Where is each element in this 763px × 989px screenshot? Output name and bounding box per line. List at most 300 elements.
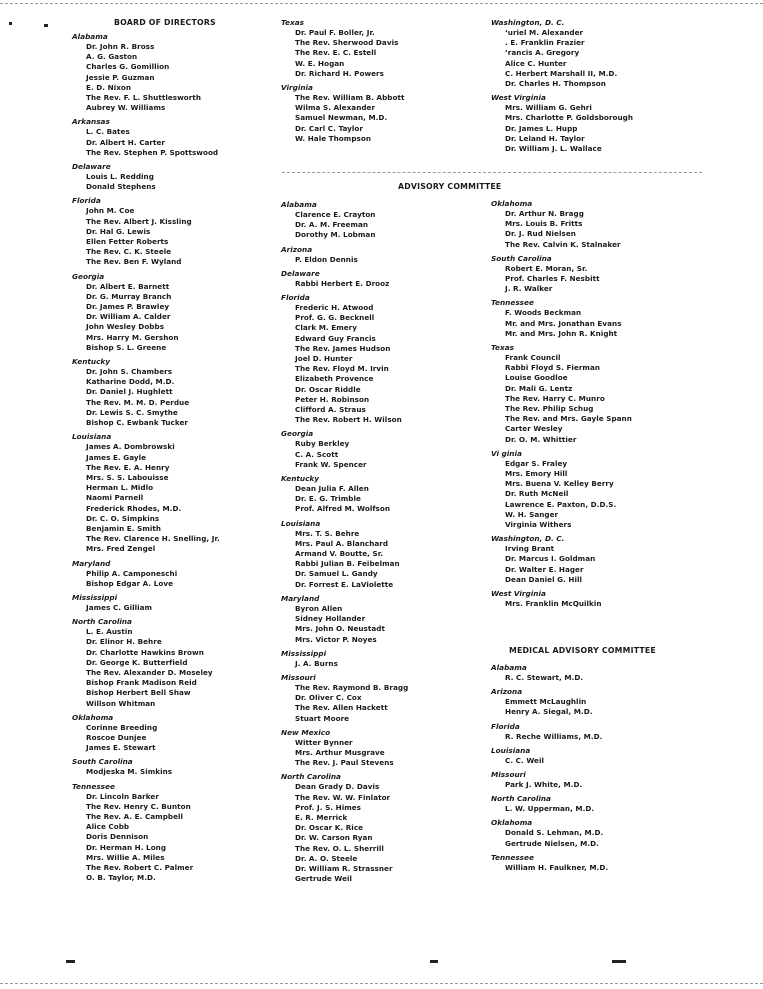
member-name: C. A. Scott — [295, 449, 339, 459]
member-list — [491, 673, 696, 683]
member-list — [491, 264, 696, 295]
state-heading: Louisiana — [491, 745, 531, 755]
member-name: Rabbi Julian B. Feibelman — [295, 559, 400, 569]
member-name: The Rev. A. E. Campbell — [86, 811, 184, 821]
member-name: E. R. Merrick — [295, 812, 348, 822]
member-name: Mrs. Emory Hill — [505, 469, 568, 479]
state-heading: Maryland — [72, 558, 111, 568]
member-list — [72, 206, 258, 267]
member-name: Dean Grady D. Davis — [295, 782, 380, 792]
member-name: Jessie P. Guzman — [86, 72, 155, 82]
member-name: The Rev. C. K. Steele — [86, 247, 172, 257]
member-name: John M. Coe — [86, 206, 135, 216]
member-name: The Rev. E. A. Henry — [86, 462, 170, 472]
state-heading: South Carolina — [72, 757, 133, 767]
state-group — [491, 18, 696, 89]
member-name: Dr. James P. Brawley — [86, 302, 170, 312]
member-name: Dr. Lewis S. C. Smythe — [86, 407, 178, 417]
member-name: Park J. White, M.D. — [505, 780, 583, 790]
state-heading: Virginia — [281, 83, 313, 93]
member-name: Armand V. Boutte, Sr. — [295, 549, 384, 559]
member-name: The Rev. Clarence H. Snelling, Jr. — [86, 534, 220, 544]
state-group — [281, 474, 487, 515]
member-name: Dr. Albert H. Carter — [86, 137, 166, 147]
member-list — [491, 804, 696, 814]
member-name: Dr. William R. Strassner — [295, 863, 393, 873]
state-group — [491, 722, 696, 742]
state-group — [281, 429, 487, 470]
state-heading: Florida — [281, 293, 310, 303]
member-list — [491, 209, 696, 250]
member-name: Louise Goodloe — [505, 373, 568, 383]
board-column-middle — [281, 18, 487, 148]
scan-mark — [66, 960, 75, 963]
state-group — [72, 162, 258, 192]
member-name: Mrs. Willie A. Miles — [86, 852, 165, 862]
member-name: C. Herbert Marshall II, M.D. — [505, 68, 618, 78]
member-name: Peter H. Robinson — [295, 394, 370, 404]
member-name: The Rev. Philip Schug — [505, 404, 594, 414]
member-name: W. Hale Thompson — [295, 133, 372, 143]
member-name: . E. Franklin Frazier — [505, 38, 585, 48]
state-heading: Florida — [72, 196, 101, 206]
board-column-left — [72, 32, 258, 887]
state-heading: Tennessee — [72, 781, 115, 791]
member-name: Mrs. Franklin McQuilkin — [505, 599, 602, 609]
member-name: Charles G. Gomillion — [86, 62, 170, 72]
member-name: The Rev. William B. Abbott — [295, 93, 405, 103]
state-heading: West Virginia — [491, 93, 546, 103]
state-group — [72, 757, 258, 777]
scan-mark — [612, 960, 626, 963]
member-name: Dr. Charles H. Thompson — [505, 79, 606, 89]
member-name: W. E. Hogan — [295, 58, 345, 68]
state-group — [281, 200, 487, 241]
member-name: Dr. O. M. Whittier — [505, 434, 577, 444]
advisory-divider-rule — [282, 172, 702, 173]
board-title: BOARD OF DIRECTORS — [114, 18, 216, 27]
member-name: Henry A. Siegal, M.D. — [505, 707, 593, 717]
member-name: The Rev. and Mrs. Gayle Spann — [505, 414, 632, 424]
state-group — [281, 269, 487, 289]
state-group — [491, 746, 696, 766]
member-name: E. D. Nixon — [86, 82, 132, 92]
member-name: Edward Guy Francis — [295, 333, 376, 343]
member-name: Dr. Ruth McNeil — [505, 489, 569, 499]
member-name: Elizabeth Provence — [295, 374, 374, 384]
state-group — [281, 293, 487, 425]
state-heading: North Carolina — [491, 794, 551, 804]
member-name: Aubrey W. Williams — [86, 103, 166, 113]
member-name: Dr. Daniel J. Hughlett — [86, 387, 173, 397]
member-list — [491, 103, 696, 154]
member-name: Dr. Samuel L. Gandy — [295, 569, 378, 579]
member-name: Dean Julia F. Allen — [295, 484, 369, 494]
state-heading: Arizona — [491, 687, 523, 697]
member-list — [72, 792, 258, 884]
member-name: Emmett McLaughlin — [505, 697, 587, 707]
member-name: Modjeska M. Simkins — [86, 767, 173, 777]
member-name: Mrs. John O. Neustadt — [295, 624, 385, 634]
member-name: Prof. J. S. Himes — [295, 802, 362, 812]
member-name: The Rev. Robert H. Wilson — [295, 415, 402, 425]
member-name: Mrs. Charlotte P. Goldsborough — [505, 113, 633, 123]
member-name: Dr. Richard H. Powers — [295, 68, 384, 78]
member-list — [72, 42, 258, 113]
state-group — [72, 117, 258, 158]
member-list — [281, 683, 487, 724]
member-name: The Rev. Allen Hackett — [295, 703, 388, 713]
member-name: Dr. Lincoln Barker — [86, 791, 159, 801]
member-name: Dr. Forrest E. LaViolette — [295, 579, 394, 589]
member-name: James C. Gilliam — [86, 602, 153, 612]
state-heading: North Carolina — [281, 772, 341, 782]
member-name: Mrs. S. S. Labouisse — [86, 472, 169, 482]
member-name: Irving Brant — [505, 544, 555, 554]
state-heading: Oklahoma — [491, 818, 533, 828]
state-group — [491, 818, 696, 848]
member-name: Herman L. Midlo — [86, 483, 154, 493]
member-name: Gertrude Nielsen, M.D. — [505, 838, 599, 848]
member-name: Dr. Oscar K. Rice — [295, 823, 364, 833]
member-name: Bishop S. L. Greene — [86, 342, 167, 352]
state-heading: Tennessee — [491, 852, 534, 862]
member-list — [491, 599, 696, 609]
member-name: Prof. Charles F. Nesbitt — [505, 274, 600, 284]
member-name: Donald Stephens — [86, 182, 156, 192]
state-heading: Florida — [491, 721, 520, 731]
member-list — [281, 210, 487, 241]
member-name: Frank Council — [505, 353, 561, 363]
state-group — [281, 83, 487, 144]
scan-mark — [9, 22, 12, 25]
member-name: Dr. Mali G. Lentz — [505, 383, 573, 393]
member-name: Dorothy M. Lobman — [295, 230, 376, 240]
member-name: The Rev. Alexander D. Moseley — [86, 667, 213, 677]
member-name: Philip A. Camponeschi — [86, 568, 178, 578]
member-list — [281, 28, 487, 79]
advisory-column-right — [491, 199, 696, 613]
member-list — [491, 756, 696, 766]
state-heading: Missouri — [281, 672, 316, 682]
state-group — [281, 649, 487, 669]
state-heading: Louisiana — [72, 432, 112, 442]
member-name: James E. Stewart — [86, 743, 156, 753]
member-name: Clarence E. Crayton — [295, 210, 376, 219]
member-name: Dr. William J. L. Wallace — [505, 144, 602, 154]
state-group — [491, 199, 696, 250]
member-list — [72, 127, 258, 158]
member-name: The Rev. E. C. Estell — [295, 48, 377, 58]
member-list — [281, 782, 487, 884]
state-heading: South Carolina — [491, 253, 552, 263]
member-name: Dr. Elinor H. Behre — [86, 637, 162, 647]
member-name: Dr. Walter E. Hager — [505, 564, 584, 574]
member-name: Doris Dennison — [86, 832, 149, 842]
member-name: ‘uriel M. Alexander — [505, 28, 584, 37]
member-name: ’rancis A. Gregory — [505, 48, 580, 58]
member-name: The Rev. Raymond B. Bragg — [295, 682, 409, 692]
state-group — [72, 432, 258, 554]
member-list — [281, 93, 487, 144]
board-column-right — [491, 18, 696, 158]
member-name: Prof. Alfred M. Wolfson — [295, 504, 391, 514]
state-heading: Alabama — [491, 663, 527, 672]
medical-column-right — [491, 663, 696, 877]
state-heading: Vi ginia — [491, 448, 522, 458]
member-list — [281, 484, 487, 515]
member-name: Bishop Frank Madison Reid — [86, 678, 197, 688]
member-name: John Wesley Dobbs — [86, 322, 165, 332]
state-heading: North Carolina — [72, 617, 132, 627]
member-name: Rabbi Floyd S. Fierman — [505, 363, 601, 373]
state-group — [72, 617, 258, 709]
member-name: Dr. C. O. Simpkins — [86, 513, 160, 523]
member-list — [281, 604, 487, 645]
member-list — [281, 255, 487, 265]
member-name: L. C. Bates — [86, 127, 130, 137]
state-heading: Mississippi — [72, 592, 118, 602]
member-name: Robert E. Moran, Sr. — [505, 263, 588, 273]
state-group — [72, 713, 258, 754]
state-group — [72, 196, 258, 267]
state-group — [491, 449, 696, 530]
state-group — [491, 770, 696, 790]
member-name: Frank W. Spencer — [295, 459, 367, 469]
member-name: Edgar S. Fraley — [505, 458, 568, 468]
member-list — [491, 459, 696, 530]
member-name: Dr. George K. Butterfield — [86, 657, 188, 667]
advisory-title: ADVISORY COMMITTEE — [398, 182, 502, 191]
scan-mark — [44, 24, 48, 27]
state-heading: Mississippi — [281, 648, 327, 658]
state-heading: Arkansas — [72, 117, 110, 127]
state-group — [491, 254, 696, 295]
member-name: James A. Dombrowski — [86, 442, 175, 452]
member-name: William H. Faulkner, M.D. — [505, 862, 609, 872]
state-heading: Delaware — [281, 268, 320, 278]
member-list — [72, 282, 258, 353]
member-name: Mrs. T. S. Behre — [295, 528, 360, 538]
member-name: Bishop Herbert Bell Shaw — [86, 688, 191, 698]
state-heading: Texas — [491, 343, 514, 353]
member-list — [491, 544, 696, 585]
medical-title: MEDICAL ADVISORY COMMITTEE — [509, 646, 656, 655]
member-name: Lawrence E. Paxton, D.D.S. — [505, 499, 617, 509]
state-group — [491, 343, 696, 445]
member-name: C. C. Weil — [505, 755, 544, 765]
member-name: The Rev. O. L. Sherrill — [295, 843, 384, 853]
member-name: Gertrude Weil — [295, 874, 353, 884]
member-name: Samuel Newman, M.D. — [295, 113, 388, 123]
state-group — [281, 594, 487, 645]
member-name: Frederic H. Atwood — [295, 303, 374, 313]
member-name: Dr. Leland H. Taylor — [505, 133, 585, 143]
member-name: Dr. Paul F. Boller, Jr. — [295, 28, 375, 37]
state-heading: Missouri — [491, 770, 526, 780]
member-name: Virginia Withers — [505, 520, 572, 530]
state-group — [72, 593, 258, 613]
member-name: Mrs. Arthur Musgrave — [295, 747, 385, 757]
bottom-dotted-rule — [0, 983, 763, 984]
member-name: Mrs. Louis B. Fritts — [505, 219, 583, 229]
member-name: F. Woods Beckman — [505, 308, 582, 318]
member-list — [72, 767, 258, 777]
state-heading: Alabama — [281, 200, 317, 209]
member-name: L. E. Austin — [86, 627, 133, 637]
member-name: Ellen Fetter Roberts — [86, 237, 169, 247]
member-name: James E. Gayle — [86, 452, 147, 462]
member-name: Mrs. Fred Zengel — [86, 544, 156, 554]
member-name: The Rev. M. M. D. Perdue — [86, 397, 190, 407]
state-heading: Arizona — [281, 244, 313, 254]
member-name: Alice Cobb — [86, 822, 130, 832]
member-list — [491, 732, 696, 742]
member-name: Dr. Albert E. Barnett — [86, 281, 170, 291]
member-name: Mrs. William G. Gehri — [505, 103, 592, 113]
member-name: The Rev. Ben F. Wyland — [86, 257, 182, 267]
state-heading: Oklahoma — [72, 712, 114, 722]
member-name: Dr. J. Rud Nielsen — [505, 229, 576, 239]
member-list — [491, 308, 696, 339]
member-name: Clark M. Emery — [295, 323, 358, 333]
member-name: Benjamin E. Smith — [86, 523, 162, 533]
member-list — [281, 529, 487, 590]
state-group — [72, 357, 258, 428]
member-name: Katharine Dodd, M.D. — [86, 377, 175, 387]
member-name: Dr. James L. Hupp — [505, 123, 578, 133]
member-name: Clifford A. Straus — [295, 405, 366, 415]
state-group — [491, 794, 696, 814]
member-name: Dr. A. O. Steele — [295, 853, 358, 863]
member-list — [281, 439, 487, 470]
state-group — [281, 728, 487, 769]
member-name: Wilma S. Alexander — [295, 103, 376, 113]
member-list — [491, 828, 696, 848]
member-name: The Rev. Henry C. Bunton — [86, 801, 191, 811]
member-name: Dr. Oliver C. Cox — [295, 693, 362, 703]
member-name: The Rev. Albert J. Kissling — [86, 216, 192, 226]
state-heading: Delaware — [72, 162, 111, 172]
state-heading: Kentucky — [281, 474, 320, 484]
advisory-column-middle — [281, 200, 487, 888]
member-list — [491, 863, 696, 873]
state-group — [491, 93, 696, 154]
member-name: Joel D. Hunter — [295, 354, 353, 364]
state-heading: Texas — [281, 18, 304, 27]
member-name: R. C. Stewart, M.D. — [505, 673, 584, 682]
state-group — [281, 772, 487, 884]
member-name: Dr. Marcus I. Goldman — [505, 554, 596, 564]
member-list — [72, 442, 258, 554]
member-list — [72, 172, 258, 192]
member-list — [72, 603, 258, 613]
state-heading: Kentucky — [72, 357, 111, 367]
member-name: Dr. E. G. Trimble — [295, 494, 361, 504]
state-heading: Tennessee — [491, 298, 534, 308]
state-group — [281, 519, 487, 590]
member-name: Dr. Herman H. Long — [86, 842, 167, 852]
state-heading: New Mexico — [281, 727, 331, 737]
member-name: Dr. Oscar Riddle — [295, 384, 361, 394]
member-list — [72, 723, 258, 754]
member-list — [281, 738, 487, 769]
state-heading: Louisiana — [281, 518, 321, 528]
member-name: Dr. G. Murray Branch — [86, 291, 172, 301]
member-name: The Rev. Robert C. Palmer — [86, 863, 194, 872]
state-heading: Washington, D. C. — [491, 534, 565, 544]
member-list — [72, 627, 258, 709]
member-name: The Rev. James Hudson — [295, 343, 391, 353]
member-name: Dr. John R. Bross — [86, 42, 155, 51]
state-heading: Oklahoma — [491, 199, 533, 208]
member-name: O. B. Taylor, M.D. — [86, 873, 156, 883]
state-group — [281, 673, 487, 724]
state-group — [491, 663, 696, 683]
member-list — [281, 659, 487, 669]
member-name: Byron Allen — [295, 603, 343, 613]
member-name: Mrs. Victor P. Noyes — [295, 634, 377, 644]
member-name: Dr. A. M. Freeman — [295, 220, 369, 230]
member-name: Rabbi Herbert E. Drooz — [295, 278, 390, 288]
member-name: Louis L. Redding — [86, 172, 154, 182]
member-name: R. Reche Williams, M.D. — [505, 731, 603, 741]
member-name: Bishop Edgar A. Love — [86, 578, 174, 588]
member-list — [281, 279, 487, 289]
state-heading: Washington, D. C. — [491, 18, 565, 27]
member-name: The Rev. Floyd M. Irvin — [295, 364, 389, 374]
member-name: Prof. G. G. Becknell — [295, 313, 375, 323]
state-heading: Alabama — [72, 32, 108, 41]
member-name: Mr. and Mrs. Jonathan Evans — [505, 318, 622, 328]
member-name: Dr. Carl C. Taylor — [295, 123, 363, 133]
member-name: Bishop C. Ewbank Tucker — [86, 418, 189, 428]
state-group — [281, 18, 487, 79]
member-name: Witter Bynner — [295, 737, 353, 747]
member-name: Dean Daniel G. Hill — [505, 574, 583, 584]
member-name: The Rev. J. Paul Stevens — [295, 758, 394, 768]
state-group — [491, 853, 696, 873]
state-group — [72, 32, 258, 113]
state-group — [72, 782, 258, 884]
member-list — [491, 353, 696, 445]
state-group — [491, 298, 696, 339]
member-name: Dr. Arthur N. Bragg — [505, 209, 584, 218]
member-name: Alice C. Hunter — [505, 58, 567, 68]
member-name: The Rev. Harry C. Munro — [505, 393, 605, 403]
member-name: Ruby Berkley — [295, 439, 350, 449]
member-name: L. W. Upperman, M.D. — [505, 804, 595, 814]
member-name: Mrs. Paul A. Blanchard — [295, 538, 389, 548]
member-name: The Rev. Stephen P. Spottswood — [86, 147, 219, 157]
member-name: Willson Whitman — [86, 698, 156, 708]
member-name: A. G. Gaston — [86, 52, 138, 62]
member-name: Naomi Parnell — [86, 493, 144, 503]
member-list — [491, 697, 696, 717]
member-name: The Rev. Sherwood Davis — [295, 38, 399, 48]
member-name: The Rev. Calvin K. Stalnaker — [505, 239, 621, 249]
member-name: The Rev. F. L. Shuttlesworth — [86, 93, 202, 103]
member-name: Corinne Breeding — [86, 722, 158, 732]
member-name: P. Eldon Dennis — [295, 254, 358, 264]
member-name: Dr. Hal G. Lewis — [86, 226, 151, 236]
state-group — [491, 589, 696, 609]
top-dotted-rule — [0, 3, 763, 4]
member-name: Dr. Charlotte Hawkins Brown — [86, 647, 204, 657]
state-group — [281, 245, 487, 265]
state-heading: Georgia — [72, 271, 105, 281]
member-list — [281, 303, 487, 425]
